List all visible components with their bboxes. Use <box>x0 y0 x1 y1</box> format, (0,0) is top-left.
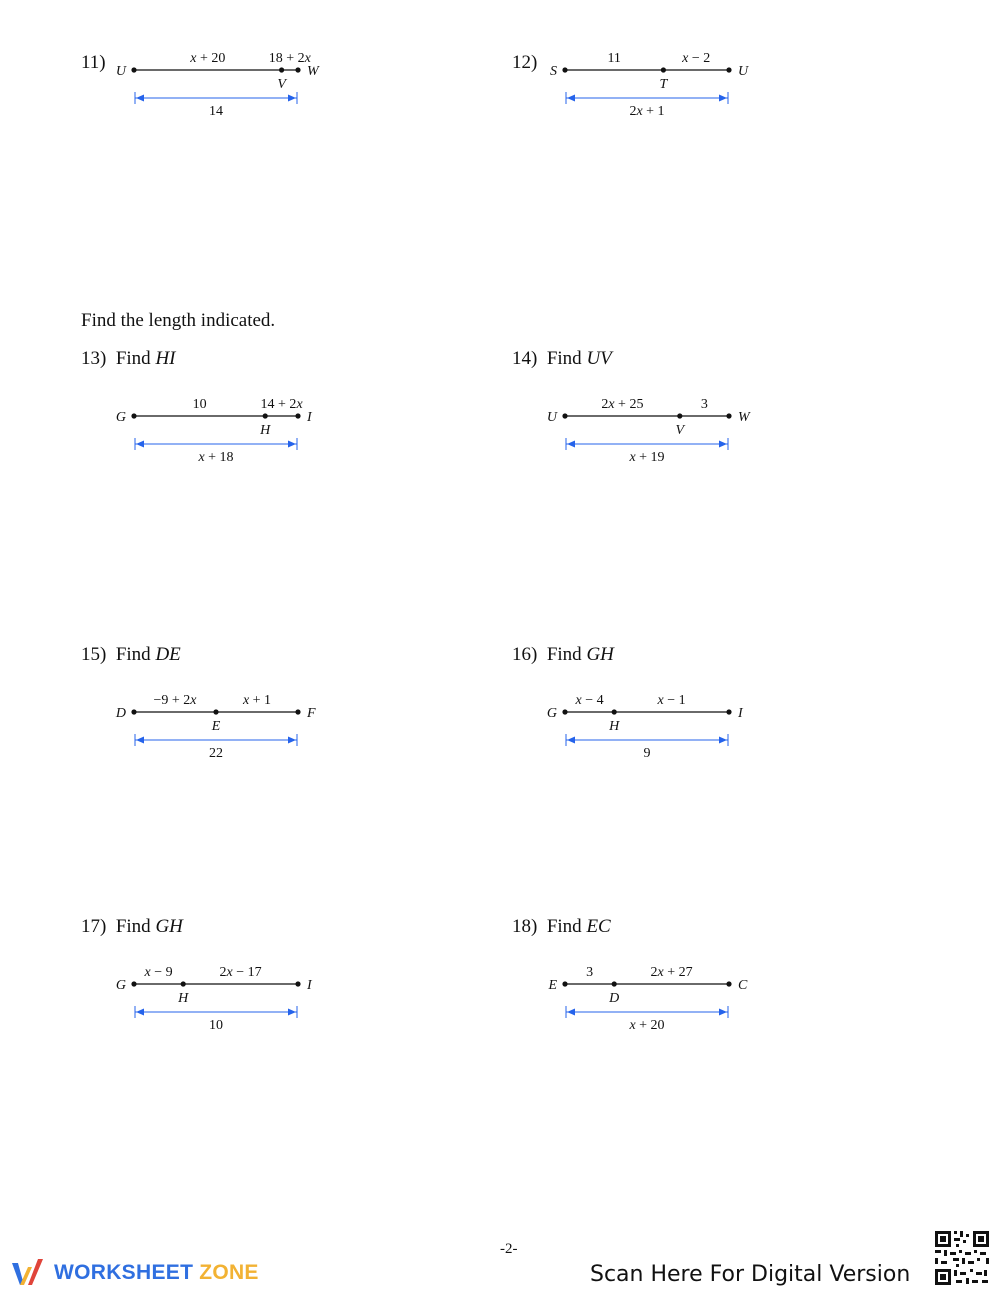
left-segment-expression: x − 9 <box>144 965 173 980</box>
measure-left-arrow-icon <box>567 737 575 744</box>
right-segment-expression: 18 + 2x <box>268 51 311 66</box>
mid-point-label: E <box>211 719 221 734</box>
left-endpoint <box>562 413 567 418</box>
right-point-label: W <box>307 64 319 79</box>
midpoint <box>181 981 186 986</box>
find-segment: EC <box>586 916 611 937</box>
left-endpoint <box>562 981 567 986</box>
right-endpoint <box>726 413 731 418</box>
find-word: Find <box>546 644 582 665</box>
left-point-label: S <box>550 64 557 79</box>
problem-number: 17) <box>81 916 107 937</box>
problem-18-prompt <box>512 916 611 938</box>
problem-17-prompt <box>81 916 183 938</box>
left-point-label: G <box>115 410 126 425</box>
measure-right-arrow-icon <box>288 737 296 744</box>
segment-diagram-16 <box>541 687 761 767</box>
problem-14-prompt <box>512 348 612 370</box>
measure-left-arrow-icon <box>136 95 144 102</box>
midpoint <box>263 413 268 418</box>
qr-code-icon[interactable] <box>932 1228 992 1288</box>
problem-number: 14) <box>512 348 538 369</box>
find-segment: HI <box>155 348 176 369</box>
left-point-label: D <box>115 706 126 721</box>
midpoint <box>612 981 617 986</box>
segment-diagram-14 <box>541 391 761 471</box>
total-length-expression: 9 <box>643 746 651 761</box>
left-point-label: E <box>548 978 557 993</box>
left-point-label: G <box>546 706 557 721</box>
measure-left-arrow-icon <box>567 1009 575 1016</box>
problem-11-number: 11) <box>81 52 106 73</box>
mid-point-label: H <box>178 991 189 1006</box>
total-length-expression: 10 <box>209 1018 223 1033</box>
right-segment-expression: 2x + 27 <box>650 965 693 980</box>
measure-right-arrow-icon <box>719 1009 727 1016</box>
problem-number: 16) <box>512 644 538 665</box>
right-segment-expression: 14 + 2x <box>260 397 303 412</box>
left-segment-expression: 10 <box>192 397 207 412</box>
problem-number: 15) <box>81 644 107 665</box>
right-point-label: F <box>307 706 316 721</box>
right-segment-expression: 2x − 17 <box>219 965 262 980</box>
right-endpoint <box>726 67 731 72</box>
right-point-label: I <box>307 978 312 993</box>
segment-diagram-13 <box>110 391 330 471</box>
logo-mark-icon <box>10 1257 48 1289</box>
right-endpoint <box>295 709 300 714</box>
right-endpoint <box>295 981 300 986</box>
left-segment-expression: x − 4 <box>575 693 604 708</box>
find-word: Find <box>546 916 582 937</box>
find-word: Find <box>115 916 151 937</box>
measure-left-arrow-icon <box>136 441 144 448</box>
right-endpoint <box>726 981 731 986</box>
left-endpoint <box>131 981 136 986</box>
midpoint <box>213 709 218 714</box>
left-point-label: G <box>115 978 126 993</box>
left-segment-expression: −9 + 2x <box>153 693 197 708</box>
measure-right-arrow-icon <box>719 737 727 744</box>
left-endpoint <box>131 709 136 714</box>
worksheetzone-logo[interactable] <box>10 1257 259 1289</box>
segment-diagram-18 <box>541 959 761 1039</box>
midpoint <box>677 413 682 418</box>
left-point-label: U <box>546 410 557 425</box>
find-word: Find <box>115 348 151 369</box>
find-segment: GH <box>155 916 183 937</box>
right-point-label: U <box>738 64 749 79</box>
right-segment-expression: x + 1 <box>242 693 272 708</box>
left-segment-expression: 3 <box>586 965 594 980</box>
measure-right-arrow-icon <box>288 1009 296 1016</box>
scan-here-text: Scan Here For Digital Version <box>590 1262 911 1287</box>
mid-point-label: V <box>675 423 685 438</box>
right-point-label: I <box>307 410 312 425</box>
right-segment-expression: 3 <box>700 397 708 412</box>
measure-right-arrow-icon <box>719 95 727 102</box>
logo-word-zone: ZONE <box>199 1261 259 1284</box>
total-length-expression: x + 20 <box>629 1018 665 1033</box>
segment-diagram-11 <box>110 45 330 125</box>
right-point-label: C <box>738 978 748 993</box>
logo-word-worksheet: WORKSHEET <box>54 1261 194 1284</box>
problem-15-prompt <box>81 644 181 666</box>
right-point-label: W <box>738 410 750 425</box>
total-length-expression: 2x + 1 <box>629 104 665 119</box>
mid-point-label: V <box>277 77 286 92</box>
problem-number: 18) <box>512 916 538 937</box>
problem-13-prompt <box>81 348 176 370</box>
instruction-text: Find the length indicated. <box>81 310 276 331</box>
segment-diagram-15 <box>110 687 330 767</box>
left-endpoint <box>562 67 567 72</box>
right-segment-expression: x − 2 <box>682 51 711 66</box>
segment-diagram-17 <box>110 959 330 1039</box>
mid-point-label: T <box>659 77 668 92</box>
left-endpoint <box>131 413 136 418</box>
left-segment-expression: 11 <box>607 51 621 66</box>
mid-point-label: H <box>260 423 271 438</box>
measure-right-arrow-icon <box>288 95 296 102</box>
right-endpoint <box>295 413 300 418</box>
left-endpoint <box>562 709 567 714</box>
find-word: Find <box>115 644 151 665</box>
right-point-label: I <box>738 706 743 721</box>
total-length-expression: x + 18 <box>198 450 234 465</box>
find-segment: DE <box>155 644 181 665</box>
left-segment-expression: x + 20 <box>190 51 226 66</box>
left-point-label: U <box>115 64 126 79</box>
measure-left-arrow-icon <box>136 737 144 744</box>
measure-right-arrow-icon <box>288 441 296 448</box>
total-length-expression: x + 19 <box>629 450 665 465</box>
left-segment-expression: 2x + 25 <box>601 397 644 412</box>
segment-diagram-12 <box>541 45 761 125</box>
right-endpoint <box>726 709 731 714</box>
problem-16-prompt <box>512 644 614 666</box>
page-number: -2- <box>500 1241 518 1257</box>
right-segment-expression: x − 1 <box>657 693 686 708</box>
right-endpoint <box>295 67 300 72</box>
find-segment: GH <box>586 644 614 665</box>
measure-left-arrow-icon <box>567 441 575 448</box>
total-length-expression: 22 <box>209 746 223 761</box>
midpoint <box>612 709 617 714</box>
mid-point-label: H <box>609 719 620 734</box>
find-segment: UV <box>586 348 612 369</box>
total-length-expression: 14 <box>209 104 223 119</box>
left-endpoint <box>131 67 136 72</box>
midpoint <box>661 67 666 72</box>
problem-number: 13) <box>81 348 107 369</box>
find-word: Find <box>546 348 582 369</box>
measure-left-arrow-icon <box>567 95 575 102</box>
measure-left-arrow-icon <box>136 1009 144 1016</box>
mid-point-label: D <box>609 991 620 1006</box>
measure-right-arrow-icon <box>719 441 727 448</box>
midpoint <box>279 67 284 72</box>
problem-12-number: 12) <box>512 52 538 73</box>
